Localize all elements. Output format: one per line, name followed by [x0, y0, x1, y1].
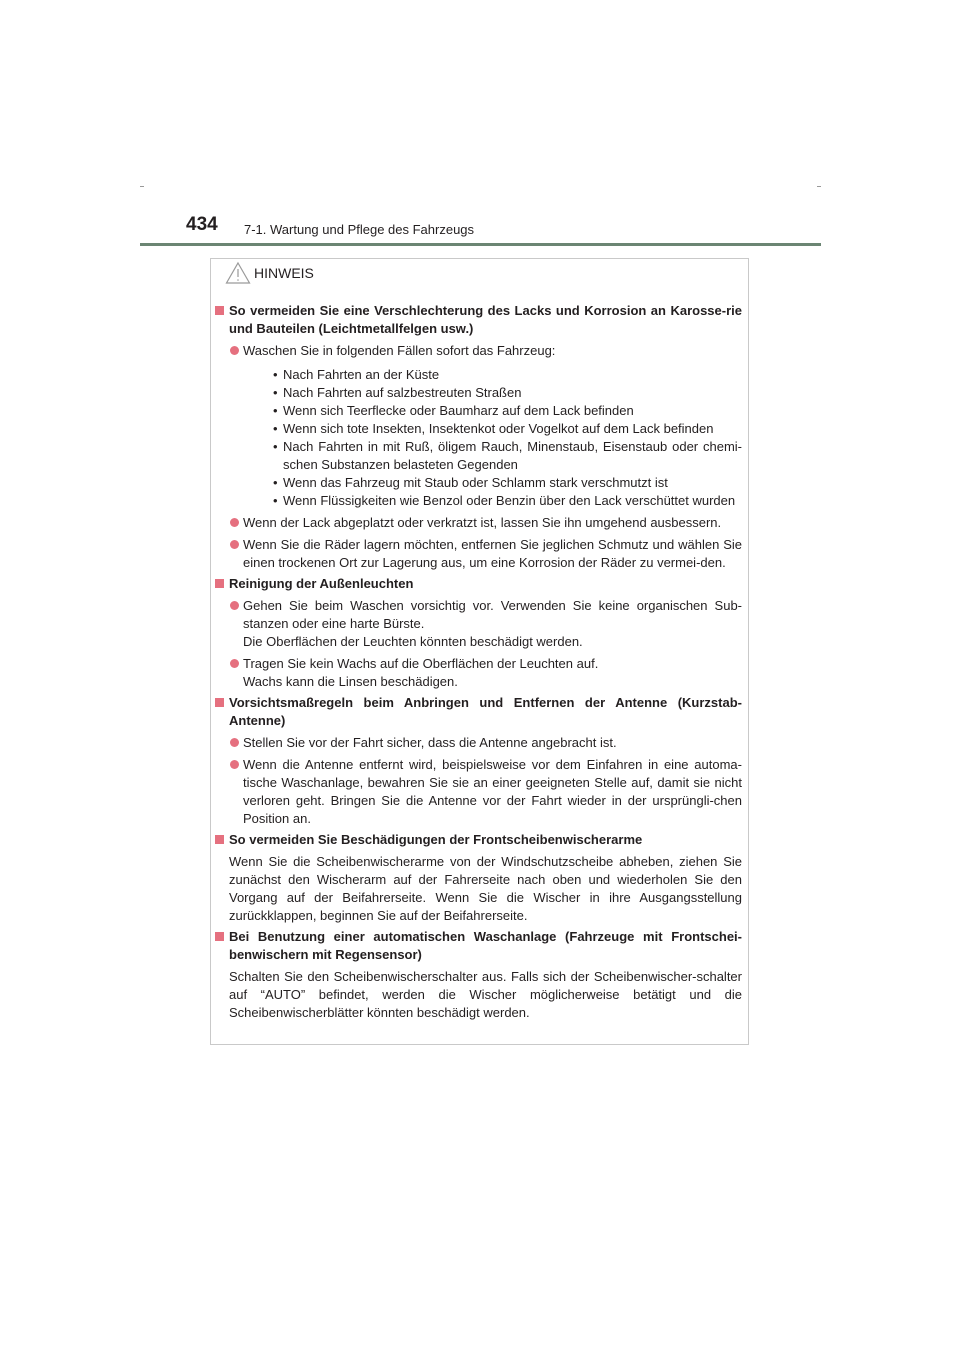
list-item: • Wenn sich Teerflecke oder Baumharz auf dem Lack befinden — [273, 403, 634, 418]
notice-body — [215, 299, 742, 1022]
notice-section — [215, 831, 742, 925]
section-heading: Reinigung der Außenleuchten — [215, 575, 742, 593]
circle-bullet-icon — [230, 346, 239, 355]
square-bullet-icon — [215, 579, 224, 588]
circle-bullet-icon — [230, 738, 239, 747]
square-bullet-icon — [215, 932, 224, 941]
notice-item: Stellen Sie vor der Fahrt sicher, dass die Antenne angebracht ist. — [215, 734, 742, 752]
crop-mark-right — [817, 186, 821, 187]
list-item: • Wenn das Fahrzeug mit Staub oder Schlamm stark verschmutzt ist — [273, 475, 668, 490]
circle-bullet-icon — [230, 659, 239, 668]
list-item: • Nach Fahrten an der Küste — [273, 367, 440, 382]
notice-section — [215, 302, 742, 572]
section-heading: Vorsichtsmaßregeln beim Anbringen und Entfernen der Antenne (Kurzstab-Antenne) — [215, 694, 742, 730]
section-paragraph: Wenn Sie die Scheibenwischerarme von der Windschutzscheibe abheben, ziehen Sie zunächst den Wischerarm auf der Fahrerseite nach oben und wiederholen Sie den Vorgang auf der Beifahrerseite. Wenn Sie die Wischer in ihre Ausgangsstellung zurückklappen, beginnen Sie auf der Beifahrerseite. — [229, 854, 742, 923]
notice-section — [215, 694, 742, 828]
section-heading: Bei Benutzung einer automatischen Waschanlage (Fahrzeuge mit Frontschei-benwischern mit Regensensor) — [215, 928, 742, 964]
notice-item: Gehen Sie beim Waschen vorsichtig vor. Verwenden Sie keine organischen Sub-stanzen oder eine harte Bürste. Die Oberflächen der Leuchten könnten beschädigt werden. — [215, 597, 742, 651]
notice-header — [211, 259, 748, 291]
list-item: • Wenn Flüssigkeiten wie Benzol oder Benzin über den Lack verschüttet wurden — [273, 493, 736, 508]
circle-bullet-icon — [230, 540, 239, 549]
notice-title: HINWEIS — [254, 265, 314, 281]
notice-section — [215, 928, 742, 1022]
section-heading: So vermeiden Sie Beschädigungen der Frontscheibenwischerarme — [215, 831, 742, 849]
square-bullet-icon — [215, 835, 224, 844]
circle-bullet-icon — [230, 760, 239, 769]
warning-triangle-icon — [225, 261, 251, 285]
notice-item: Waschen Sie in folgenden Fällen sofort das Fahrzeug: • Nach Fahrten an der Küste • Nach Fahrten auf salzbestreuten Straßen • Wenn sich Teerflecke oder Baumharz auf dem Lack befinden • Wenn sich tote Insekten, Insektenkot oder Vogelkot auf dem Lack befinden • Nach Fahrten in mit Ruß, öligem Rauch, Minenstaub, Eisenstaub oder chemi-schen Substanzen belasteten Gegenden • Wenn das Fahrzeug mit Staub oder Schlamm stark verschmutzt ist • Wenn Flüssigkeiten wie Benzol oder Benzin über den Lack verschüttet wurden — [215, 342, 742, 510]
square-bullet-icon — [215, 698, 224, 707]
notice-section — [215, 575, 742, 691]
notice-item: Wenn die Antenne entfernt wird, beispielsweise vor dem Einfahren in eine automa-tische Waschanlage, bewahren Sie sie an einer geeigneten Stelle auf, damit sie nicht verloren geht. Bringen Sie die Antenne vor der Fahrt wieder in der ursprüngli-chen Position an. — [215, 756, 742, 828]
crop-mark-left — [140, 186, 144, 187]
header-rule — [140, 243, 821, 246]
section-heading: So vermeiden Sie eine Verschlechterung des Lacks und Korrosion an Karosse-rie und Bauteilen (Leichtmetallfelgen usw.) — [215, 302, 742, 338]
page-number: 434 — [186, 214, 218, 235]
circle-bullet-icon — [230, 518, 239, 527]
list-item: • Nach Fahrten auf salzbestreuten Straßen — [273, 385, 522, 400]
bullet-list — [243, 366, 742, 510]
notice-item: Wenn Sie die Räder lagern möchten, entfernen Sie jeglichen Schmutz und wählen Sie einen trockenen Ort zur Lagerung aus, um eine Korrosion der Räder zu vermei-den. — [215, 536, 742, 572]
notice-box — [210, 258, 749, 1045]
section-paragraph: Schalten Sie den Scheibenwischerschalter aus. Falls sich der Scheibenwischer-schalter auf “AUTO” befindet, werden die Wischer möglicherweise betätigt und die Scheibenwischerblätter könnten beschädigt werden. — [229, 969, 742, 1020]
square-bullet-icon — [215, 306, 224, 315]
list-item: • Wenn sich tote Insekten, Insektenkot oder Vogelkot auf dem Lack befinden — [273, 421, 714, 436]
circle-bullet-icon — [230, 601, 239, 610]
notice-item: Tragen Sie kein Wachs auf die Oberflächen der Leuchten auf. Wachs kann die Linsen beschädigen. — [215, 655, 742, 691]
chapter-title: 7-1. Wartung und Pflege des Fahrzeugs — [244, 222, 475, 237]
notice-item: Wenn der Lack abgeplatzt oder verkratzt ist, lassen Sie ihn umgehend ausbessern. — [215, 514, 742, 532]
list-item: • Nach Fahrten in mit Ruß, öligem Rauch, Minenstaub, Eisenstaub oder chemi-schen Substanzen belasteten Gegenden — [273, 439, 742, 472]
